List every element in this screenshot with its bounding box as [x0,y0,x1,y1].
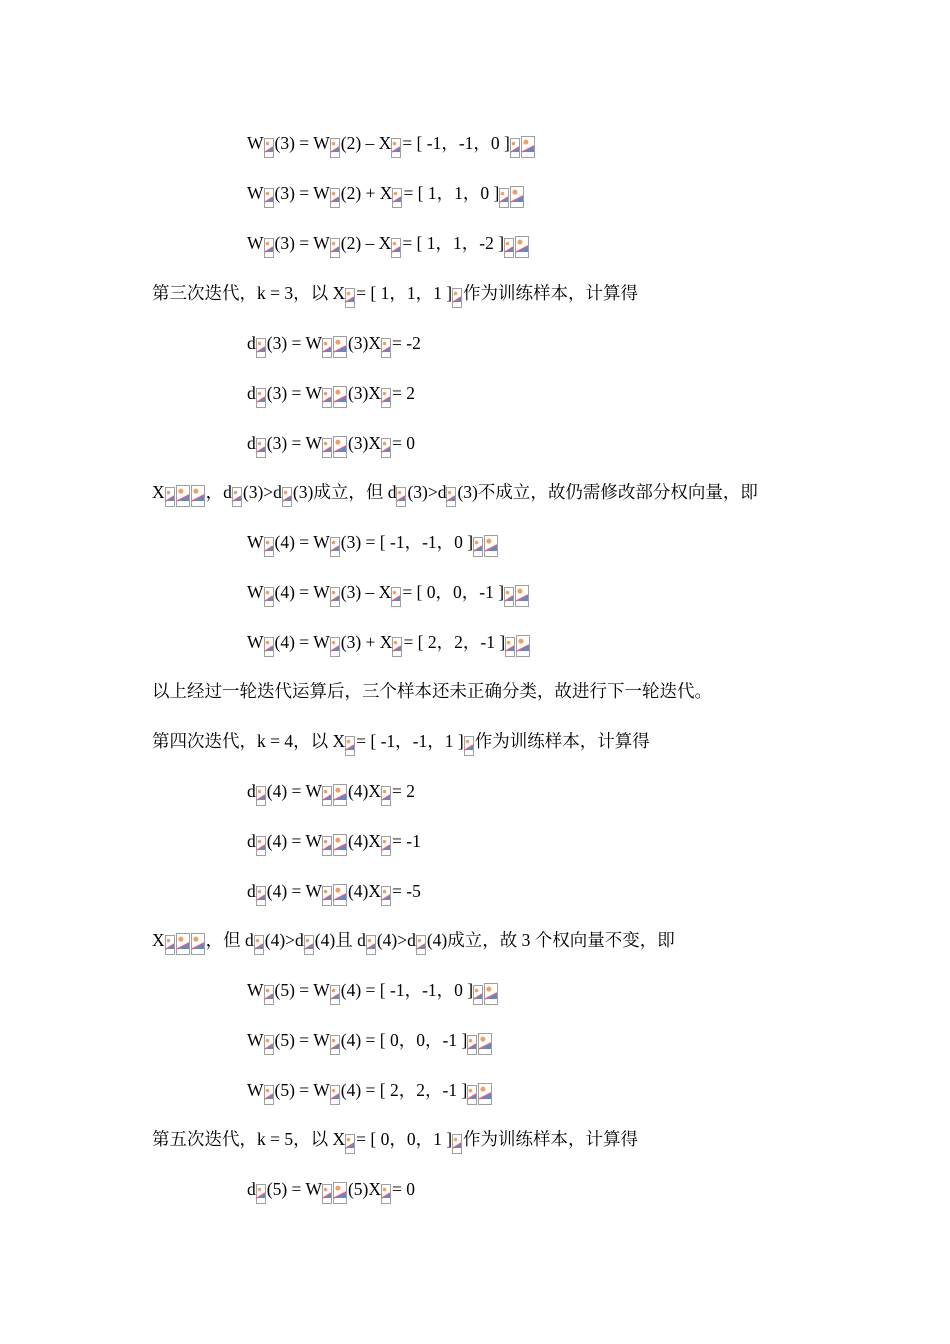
text-segment: (3) = W [266,333,322,353]
broken-image-icon [446,481,456,507]
text-segment: (3)>d [407,482,447,502]
text-segment: (4) = W [266,831,322,851]
broken-image-icon [165,481,175,507]
text-segment: 作为训练样本，计算得 [463,1129,639,1149]
broken-image-icon [256,830,266,856]
broken-image-icon [282,481,292,507]
broken-image-icon [176,481,190,507]
text-segment: W [247,133,264,153]
equation-line [247,631,531,661]
broken-image-icon [473,531,483,557]
equation-line [247,780,415,810]
broken-image-icon [392,182,402,208]
text-segment: = [ 2，2，-1 ] [403,632,506,652]
broken-image-icon [330,232,340,258]
text-segment: W [247,632,264,652]
broken-image-icon [191,481,205,507]
text-segment: = 0 [392,1179,416,1199]
broken-image-icon [345,1128,355,1154]
broken-image-icon [330,631,340,657]
broken-image-icon [478,1029,492,1055]
equation-line [247,581,530,611]
text-segment: = [ 1，1，0 ] [403,183,500,203]
broken-image-icon [499,182,509,208]
text-segment: (4)X [347,781,382,801]
text-segment: (3) = W [274,183,330,203]
equation-line [247,979,499,1009]
text-segment: (3) – X [340,582,392,602]
text-segment: = [ 0，0，-1 ] [402,582,505,602]
paragraph-line [152,1128,638,1158]
text-segment: (3)X [347,433,382,453]
broken-image-icon [333,332,347,358]
broken-image-icon [366,929,376,955]
broken-image-icon [322,332,332,358]
broken-image-icon [330,1079,340,1105]
broken-image-icon [322,830,332,856]
text-segment: (4) = W [274,632,330,652]
broken-image-icon [256,432,266,458]
text-segment: (2) – X [340,133,392,153]
text-segment: 作为训练样本，计算得 [463,283,639,303]
broken-image-icon [330,132,340,158]
text-segment: d [247,433,256,453]
broken-image-icon [381,382,391,408]
paragraph-line [152,481,758,511]
broken-image-icon [256,880,266,906]
broken-image-icon [345,730,355,756]
equation-line [247,830,421,860]
broken-image-icon [264,132,274,158]
broken-image-icon [264,1079,274,1105]
text-segment: (5) = W [274,1080,330,1100]
broken-image-icon [484,979,498,1005]
broken-image-icon [264,581,274,607]
equation-line [247,1178,415,1208]
equation-line [247,1029,493,1059]
broken-image-icon [515,232,529,258]
broken-image-icon [510,182,524,208]
text-segment: X [152,482,165,502]
broken-image-icon [381,780,391,806]
broken-image-icon [333,432,347,458]
broken-image-icon [256,382,266,408]
text-segment: (3) = W [266,433,322,453]
broken-image-icon [330,182,340,208]
text-segment: (3)成立，但 d [292,482,397,502]
broken-image-icon [484,531,498,557]
text-segment: 第五次迭代，k = 5，以 X [152,1129,346,1149]
text-segment: (4)>d [264,930,304,950]
text-segment: = [ -1，-1，1 ] [356,731,464,751]
broken-image-icon [516,631,530,657]
text-segment: d [247,383,256,403]
broken-image-icon [452,282,462,308]
text-segment: (3) = W [266,383,322,403]
text-segment: (5) = W [266,1179,322,1199]
broken-image-icon [264,1029,274,1055]
broken-image-icon [191,929,205,955]
broken-image-icon [521,132,535,158]
broken-image-icon [467,1079,477,1105]
text-segment: (2) + X [340,183,393,203]
text-segment: X [152,930,165,950]
broken-image-icon [381,432,391,458]
text-segment: W [247,1080,264,1100]
broken-image-icon [505,631,515,657]
text-segment: ，但 d [205,930,254,950]
text-segment: d [247,781,256,801]
text-segment: (5)X [347,1179,382,1199]
text-segment: 第三次迭代，k = 3，以 X [152,283,346,303]
text-segment: = 0 [392,433,416,453]
paragraph-line [152,282,638,312]
text-segment: = 2 [392,781,416,801]
broken-image-icon [330,1029,340,1055]
broken-image-icon [345,282,355,308]
broken-image-icon [254,929,264,955]
text-segment: 第四次迭代，k = 4，以 X [152,731,346,751]
equation-line [247,182,525,212]
equation-line [247,232,530,262]
text-segment: (2) – X [340,233,392,253]
broken-image-icon [381,1178,391,1204]
text-segment: (3) = W [274,133,330,153]
broken-image-icon [504,581,514,607]
broken-image-icon [322,1178,332,1204]
broken-image-icon [264,182,274,208]
text-segment: (4) = W [266,881,322,901]
broken-image-icon [322,780,332,806]
broken-image-icon [264,232,274,258]
text-segment: W [247,1030,264,1050]
text-segment: = 2 [392,383,416,403]
broken-image-icon [391,232,401,258]
paragraph-line [152,929,675,959]
text-segment: (3) + X [340,632,393,652]
broken-image-icon [165,929,175,955]
text-segment: = -1 [392,831,421,851]
equation-line [247,880,421,910]
text-segment: (4) = [ -1，-1，0 ] [340,980,474,1000]
broken-image-icon [452,1128,462,1154]
equation-line [247,432,415,462]
equation-line [247,332,421,362]
broken-image-icon [176,929,190,955]
text-segment: (4) = W [266,781,322,801]
text-segment: (5) = W [274,980,330,1000]
text-segment: d [247,831,256,851]
text-segment: (3)不成立，故仍需修改部分权向量，即 [457,482,758,502]
text-segment: (4)X [347,831,382,851]
broken-image-icon [510,132,520,158]
broken-image-icon [391,132,401,158]
broken-image-icon [464,730,474,756]
broken-image-icon [478,1079,492,1105]
text-segment: W [247,532,264,552]
broken-image-icon [333,382,347,408]
broken-image-icon [381,830,391,856]
text-segment: = [ 0，0，1 ] [356,1129,453,1149]
broken-image-icon [504,232,514,258]
broken-image-icon [381,332,391,358]
text-segment: = -5 [392,881,421,901]
text-segment: d [247,1179,256,1199]
paragraph-line [152,680,712,710]
text-segment: (3)X [347,333,382,353]
broken-image-icon [330,531,340,557]
broken-image-icon [391,581,401,607]
broken-image-icon [333,780,347,806]
text-segment: W [247,183,264,203]
text-segment: W [247,980,264,1000]
text-segment: (4) = [ 2，2，-1 ] [340,1080,468,1100]
equation-line [247,1079,493,1109]
text-segment: = -2 [392,333,421,353]
text-segment: W [247,233,264,253]
broken-image-icon [330,979,340,1005]
text-segment: W [247,582,264,602]
broken-image-icon [304,929,314,955]
broken-image-icon [264,631,274,657]
broken-image-icon [256,780,266,806]
broken-image-icon [515,581,529,607]
text-segment: (4) = [ 0，0，-1 ] [340,1030,468,1050]
broken-image-icon [330,581,340,607]
broken-image-icon [232,481,242,507]
broken-image-icon [416,929,426,955]
broken-image-icon [264,531,274,557]
broken-image-icon [396,481,406,507]
broken-image-icon [467,1029,477,1055]
text-segment: (4)成立，故 3 个权向量不变，即 [426,930,675,950]
equation-line [247,132,536,162]
broken-image-icon [381,880,391,906]
broken-image-icon [264,979,274,1005]
text-segment: (3)X [347,383,382,403]
text-segment: (3) = W [274,233,330,253]
broken-image-icon [333,830,347,856]
text-segment: (4)且 d [314,930,366,950]
equation-line [247,531,499,561]
text-segment: (4) = W [274,582,330,602]
broken-image-icon [333,1178,347,1204]
text-segment: (4)>d [376,930,416,950]
text-segment: (5) = W [274,1030,330,1050]
text-segment: 作为训练样本，计算得 [474,731,650,751]
text-segment: ，d [205,482,232,502]
text-segment: d [247,333,256,353]
broken-image-icon [322,382,332,408]
paragraph-line [152,730,650,760]
text-segment: = [ -1，-1，0 ] [402,133,510,153]
text-segment: (4) = W [274,532,330,552]
broken-image-icon [322,880,332,906]
text-segment: (4)X [347,881,382,901]
broken-image-icon [392,631,402,657]
broken-image-icon [333,880,347,906]
text-segment: = [ 1，1，-2 ] [402,233,505,253]
broken-image-icon [256,1178,266,1204]
text-segment: (3)>d [242,482,282,502]
broken-image-icon [473,979,483,1005]
text-segment: (3) = [ -1，-1，0 ] [340,532,474,552]
equation-line [247,382,415,412]
text-segment: = [ 1，1，1 ] [356,283,453,303]
text-segment: d [247,881,256,901]
broken-image-icon [256,332,266,358]
broken-image-icon [322,432,332,458]
text-segment: 以上经过一轮迭代运算后，三个样本还未正确分类，故进行下一轮迭代。 [152,681,712,701]
